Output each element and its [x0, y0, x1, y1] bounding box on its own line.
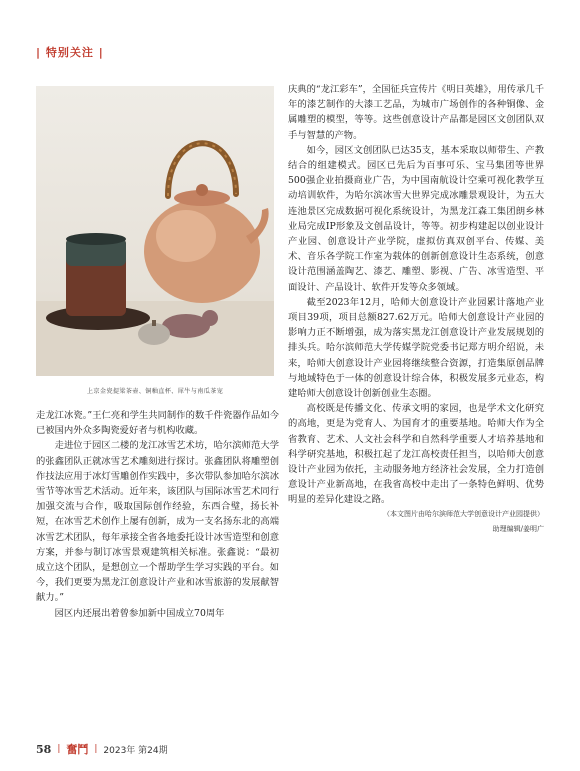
page-footer: [36, 741, 168, 757]
teapot-lid-knob: [196, 184, 208, 196]
cup-mouth: [66, 233, 126, 245]
right-column: [288, 82, 544, 536]
page-number: 58: [36, 742, 52, 756]
teapot-highlight: [156, 210, 216, 262]
photo-caption: 上京金瓷提梁茶壶、铜釉直杯、犀牛与南瓜茶宠: [86, 388, 224, 395]
teaware-photo: [36, 86, 274, 376]
magazine-logo: 奮鬥: [66, 743, 89, 756]
right-paragraph-1: 庆典的“龙江彩车”，全国征兵宣传片《明日英雄》，用传承几千年的漆艺制作的大漆工艺品，为城市广场创作的各种铜像、金属雕塑的模型，等等。这些创意设计产品都是园区文创团队双手与智慧的产物。: [288, 84, 544, 141]
photo-credit: （本文图片由哈尔滨师范大学创意设计产业园提供）: [383, 509, 544, 518]
left-paragraph-1: 走龙江冰瓷。”王仁亮和学生共同制作的数千件瓷器作品如今已被国内外众多陶瓷爱好者与机构收藏。: [36, 410, 279, 437]
section-tag-bar-right: |: [98, 46, 104, 59]
issue-label: 2023年 第24期: [103, 745, 168, 756]
footer-separator: |: [57, 744, 61, 754]
left-column: [36, 408, 279, 621]
pumpkin-stem: [152, 320, 156, 326]
right-paragraph-4: 高校既是传播文化、传承文明的家园，也是学术文化研究的高地，更是为党育人、为国育才的重要基地。哈师大作为全省教育、艺术、人文社会科学和自然科学重要人才培养基地和科学研究基地，积极扛起了龙江高校责任担当，以哈师大创意设计产业园为依托，主动服务地方经济社会发展，全力打造创意设计产业新高地，在我省高校中走出了一条特色鲜明、优势明显的差异化建设之路。: [288, 403, 544, 506]
pumpkin-figurine: [138, 323, 170, 345]
section-tag-bar-left: |: [36, 46, 42, 59]
section-tag: [36, 44, 104, 60]
teaware-illustration: [36, 86, 274, 376]
left-paragraph-2: 走进位于园区二楼的龙江冰雪艺术坊，哈尔滨师范大学的张鑫团队正就冰雪艺术雕刻进行探讨。张鑫团队将雕塑创作技法应用于冰灯雪雕创作实践中，多次带队参加哈尔滨冰雪节等冰雪艺术活动。近年来，该团队与国际冰雪艺术同行加强交流与合作，吸取国际创作经验，东西合璧，扬长补短，在冰雪艺术创作上屡有创新，成为一支名扬东北的高端冰雪艺术团队，每年承接全省各地委托设计冰雪造型和创意方案，并参与制订冰雪景观建筑相关标准。张鑫说：“最初成立这个团队，是想创立一个帮助学生学习实践的平台。如今，我们更要为黑龙江创意设计产业和冰雪旅游的发展献智献力。”: [36, 440, 279, 604]
right-paragraph-3: 截至2023年12月，哈师大创意设计产业园累计落地产业项目39项，项目总额827.62万元。哈师大创意设计产业园的影响力正不断增强，成为落实黑龙江创意设计产业发展规划的排头兵。哈尔滨师范大学传媒学院党委书记郑方明介绍说，未来，哈师大创意设计产业园将继续整合资源，打造集原创品牌与地域特色于一体的创意设计综合体，积极发展多元业态，构建哈师大创意设计创新创业生态圈。: [288, 296, 544, 400]
right-paragraph-2: 如今，园区文创团队已达35支，基本采取以师带生、产教结合的组建模式。园区已先后为百事可乐、宝马集团等世界500强企业拍摄商业广告，为中国南航设计空乘可视化教学互动培训软件，为哈尔滨冰雪大世界完成冰雕景观设计，为五大连池景区完成数据可视化系统设计，为黑龙江森工集团朗乡林业局完成IP形象及文创品设计，等等。初步构建起以创业设计产业园、创意设计产业学院，虚拟仿真双创平台、传媒、美术、音乐各学院工作室为载体的创新创意设计生态系统，创意设计范围涵盖陶艺、漆艺、雕塑、影视、广告、冰雪造型、平面设计、产品设计、软件开发等众多领域。: [288, 144, 544, 293]
rhino-head: [202, 310, 218, 326]
section-tag-label: 特别关注: [45, 46, 94, 59]
left-paragraph-3: 园区内还展出着曾参加新中国成立70周年: [54, 607, 225, 619]
footer-separator-2: |: [94, 744, 98, 754]
editor-line: 助理编辑/姜明广: [492, 524, 544, 533]
